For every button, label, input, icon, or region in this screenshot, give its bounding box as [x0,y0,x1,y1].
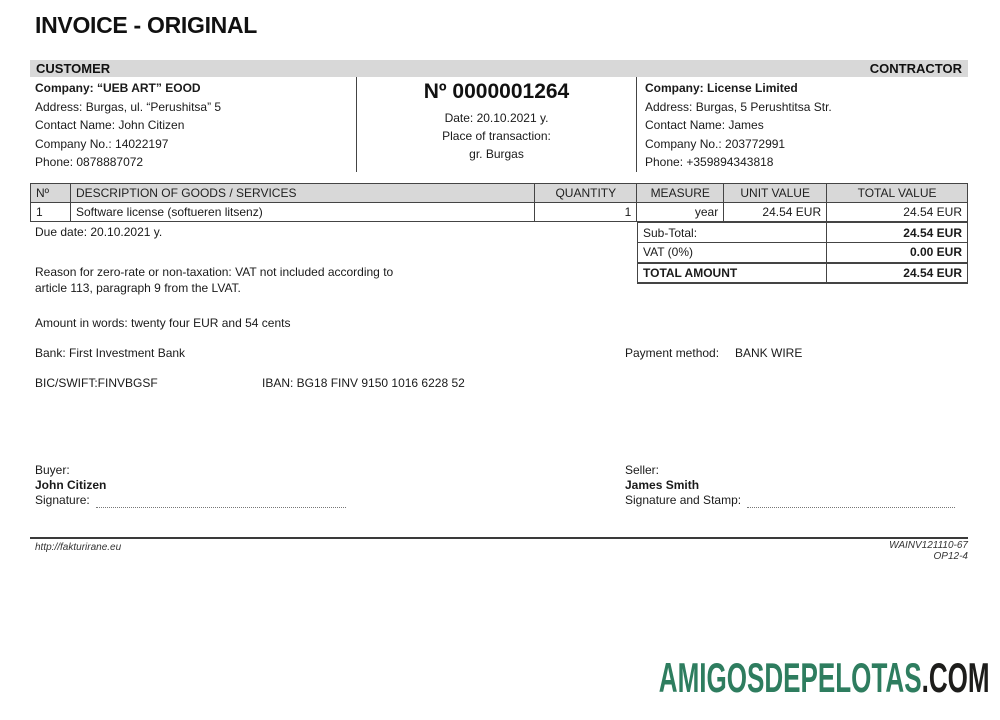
total-amount-row [638,263,968,283]
customer-block [30,77,356,172]
item-measure: year [637,203,724,222]
col-header-unit-value: UNIT VALUE [724,184,827,203]
contractor-company-no: Company No.: 203772991 [645,136,786,151]
invoice-number: Nº 0000001264 [423,80,570,103]
zero-rate-reason-line2: article 113, paragraph 9 from the LVAT. [35,281,241,295]
buyer-signature-block [35,463,346,508]
place-of-transaction-value: gr. Burgas [469,147,524,161]
seller-signature-line [747,495,955,508]
contractor-block [637,77,968,172]
footer-codes [30,540,968,562]
buyer-signature-line [96,495,346,508]
bic-swift: BIC/SWIFT:FINVBGSF [35,376,158,390]
total-amount-value: 24.54 EUR [827,263,968,283]
amount-in-words: Amount in words: twenty four EUR and 54 cents [35,316,291,330]
seller-name: James Smith [625,478,700,492]
seller-signature-label: Signature and Stamp: [625,493,742,507]
item-description: Software license (softueren litsenz) [70,203,534,222]
due-date: Due date: 20.10.2021 y. [35,225,163,239]
buyer-label: Buyer: [35,463,70,477]
bank-name: Bank: First Investment Bank [35,346,186,360]
contractor-phone: Phone: +359894343818 [645,155,774,169]
contractor-company: Company: License Limited [645,81,798,95]
customer-contact-name: Contact Name: John Citizen [35,118,185,132]
seller-label: Seller: [625,463,660,477]
zero-rate-reason [35,264,465,296]
col-header-measure: MEASURE [637,184,724,203]
parties-grid [30,77,968,171]
buyer-signature-label: Signature: [35,493,90,507]
col-header-total-value: TOTAL VALUE [827,184,968,203]
zero-rate-reason-line1: Reason for zero-rate or non-taxation: VAT not included according to [35,265,394,279]
item-no: 1 [31,203,71,222]
subtotal-row [638,223,968,243]
seller-signature-block [625,463,955,508]
col-header-quantity: QUANTITY [535,184,637,203]
invoice-meta-block [356,77,637,172]
contractor-contact-name: Contact Name: James [645,118,764,132]
contractor-address: Address: Burgas, 5 Perushtitsa Str. [645,99,832,114]
item-total-value: 24.54 EUR [827,203,968,222]
customer-phone: Phone: 0878887072 [35,155,144,169]
subtotal-value: 24.54 EUR [827,223,968,243]
subtotal-label: Sub-Total: [638,223,827,243]
footer-op-code: OP12-4 [933,551,968,562]
vat-value: 0.00 EUR [827,243,968,263]
contractor-section-label: CONTRACTOR [869,61,962,76]
footer-divider [30,537,968,539]
total-amount-label: TOTAL AMOUNT [638,263,827,283]
parties-header-bar [30,60,968,77]
col-header-no: Nº [31,184,71,203]
watermark-name: AMIGOSDEPELOTAS [659,654,923,701]
watermark-tld: .COM [922,654,990,701]
payment-method-value: BANK WIRE [735,346,803,360]
totals-table [637,222,968,284]
col-header-description: DESCRIPTION OF GOODS / SERVICES [70,184,534,203]
iban: IBAN: BG18 FINV 9150 1016 6228 52 [262,376,465,390]
watermark [659,654,990,701]
customer-section-label: CUSTOMER [36,61,111,76]
items-table-header-row [31,184,968,203]
item-unit-value: 24.54 EUR [724,203,827,222]
invoice-title: INVOICE - ORIGINAL [35,12,258,38]
place-of-transaction-label: Place of transaction: [442,129,551,143]
footer-website: http://fakturirane.eu [35,542,122,553]
buyer-name: John Citizen [35,478,107,492]
footer-doc-code: WAINV121110-67 [889,540,968,551]
table-row [31,203,968,222]
invoice-date: Date: 20.10.2021 y. [444,111,549,125]
customer-address: Address: Burgas, ul. “Perushitsa” 5 [35,99,222,114]
items-table [30,183,968,222]
customer-company: Company: “UEB ART” EOOD [35,81,201,95]
vat-label: VAT (0%) [638,243,827,263]
customer-company-no: Company No.: 14022197 [35,136,169,151]
item-quantity: 1 [535,203,637,222]
payment-method-label: Payment method: [625,346,720,360]
vat-row [638,243,968,263]
